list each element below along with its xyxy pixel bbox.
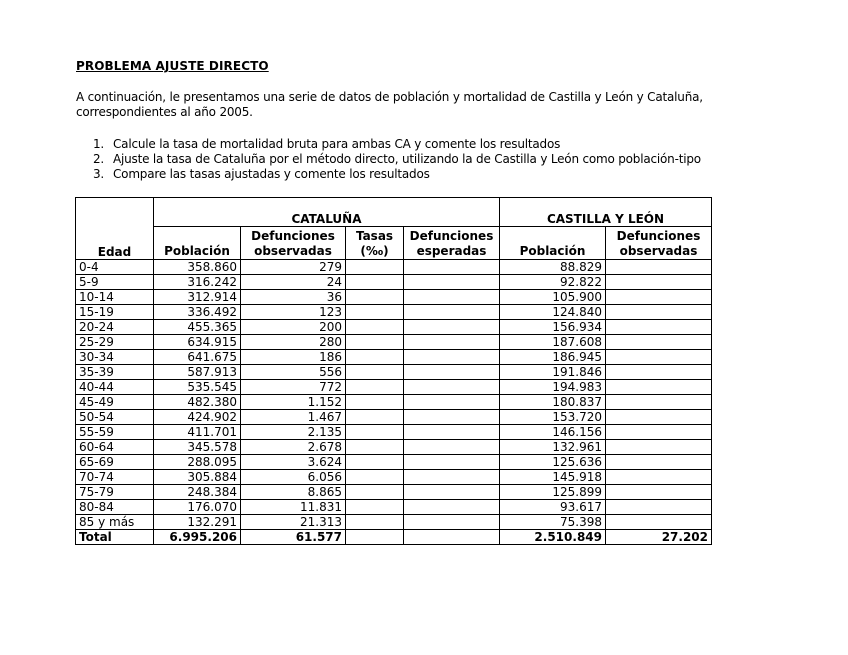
cell-defunciones-cat: 2.135 [241,425,346,440]
cell-defunciones-cat: 24 [241,275,346,290]
cell-poblacion-cat: 358.860 [154,260,241,275]
cell-defunciones-cyl [606,335,712,350]
cell-defunciones-esperadas [404,455,500,470]
cell-poblacion-cat: 312.914 [154,290,241,305]
table-row [76,485,712,500]
cell-poblacion-cyl: 186.945 [500,350,606,365]
cell-defunciones-cat: 556 [241,365,346,380]
cell-defunciones-cyl [606,470,712,485]
step-item [93,167,701,182]
cell-edad: 85 y más [76,515,154,530]
column-header-edad: Edad [76,227,154,260]
cell-defunciones-esperadas [404,350,500,365]
cell-edad: 75-79 [76,485,154,500]
cell-tasas [346,470,404,485]
cell-poblacion-cat: 634.915 [154,335,241,350]
table-row [76,335,712,350]
cell-defunciones-cyl [606,365,712,380]
cell-edad: 0-4 [76,260,154,275]
cell-poblacion-cat: 305.884 [154,470,241,485]
column-header-defunciones-observadas-cat: Defunciones observadas [241,227,346,260]
cell-defunciones-cyl [606,395,712,410]
cell-defunciones-cyl [606,515,712,530]
cell-defunciones-esperadas [404,290,500,305]
table-row [76,350,712,365]
cell-edad: 20-24 [76,320,154,335]
cell-defunciones-cyl [606,500,712,515]
cell-tasas [346,290,404,305]
cell-poblacion-cyl: 125.899 [500,485,606,500]
cell-poblacion-cyl: 156.934 [500,320,606,335]
step-item [93,137,701,152]
cell-edad: 40-44 [76,380,154,395]
header-cell-empty [76,198,154,227]
total-defunciones-esperadas [404,530,500,545]
cell-poblacion-cat: 482.380 [154,395,241,410]
cell-tasas [346,410,404,425]
total-row [76,530,712,545]
cell-edad: 5-9 [76,275,154,290]
cell-defunciones-cyl [606,290,712,305]
cell-defunciones-esperadas [404,410,500,425]
cell-defunciones-cyl [606,275,712,290]
cell-edad: 45-49 [76,395,154,410]
cell-defunciones-esperadas [404,365,500,380]
total-defunciones-cat: 61.577 [241,530,346,545]
cell-poblacion-cyl: 145.918 [500,470,606,485]
cell-poblacion-cyl: 132.961 [500,440,606,455]
column-header-defunciones-esperadas: Defunciones esperadas [404,227,500,260]
header-row-groups [76,198,712,227]
table-row [76,305,712,320]
cell-edad: 15-19 [76,305,154,320]
cell-defunciones-cyl [606,425,712,440]
cell-defunciones-cyl [606,440,712,455]
table-row [76,275,712,290]
table-row [76,410,712,425]
cell-tasas [346,440,404,455]
cell-defunciones-cyl [606,485,712,500]
cell-poblacion-cyl: 180.837 [500,395,606,410]
table-row [76,425,712,440]
cell-defunciones-cat: 1.152 [241,395,346,410]
cell-poblacion-cyl: 88.829 [500,260,606,275]
total-poblacion-cyl: 2.510.849 [500,530,606,545]
cell-defunciones-cat: 36 [241,290,346,305]
step-number: 1. [93,137,105,151]
cell-defunciones-esperadas [404,470,500,485]
cell-poblacion-cat: 345.578 [154,440,241,455]
cell-defunciones-esperadas [404,395,500,410]
cell-defunciones-esperadas [404,440,500,455]
cell-defunciones-esperadas [404,500,500,515]
steps-list [93,137,701,182]
table-row [76,260,712,275]
cell-defunciones-esperadas [404,320,500,335]
cell-poblacion-cat: 288.095 [154,455,241,470]
cell-poblacion-cat: 176.070 [154,500,241,515]
cell-tasas [346,455,404,470]
cell-poblacion-cyl: 146.156 [500,425,606,440]
cell-defunciones-cat: 200 [241,320,346,335]
cell-defunciones-cyl [606,380,712,395]
cell-poblacion-cat: 316.242 [154,275,241,290]
table-row [76,455,712,470]
cell-defunciones-cat: 21.313 [241,515,346,530]
data-table [75,197,712,545]
cell-defunciones-cat: 3.624 [241,455,346,470]
cell-defunciones-cyl [606,260,712,275]
column-header-poblacion-cat: Población [154,227,241,260]
column-header-defunciones-observadas-cyl: Defunciones observadas [606,227,712,260]
cell-poblacion-cat: 641.675 [154,350,241,365]
cell-defunciones-cat: 186 [241,350,346,365]
cell-defunciones-esperadas [404,305,500,320]
cell-poblacion-cat: 587.913 [154,365,241,380]
cell-poblacion-cat: 336.492 [154,305,241,320]
cell-edad: 70-74 [76,470,154,485]
step-text: Compare las tasas ajustadas y comente los resultados [113,167,430,181]
cell-tasas [346,275,404,290]
cell-defunciones-esperadas [404,275,500,290]
cell-poblacion-cat: 248.384 [154,485,241,500]
table-row [76,515,712,530]
column-header-poblacion-cyl: Población [500,227,606,260]
cell-defunciones-cat: 1.467 [241,410,346,425]
cell-defunciones-cat: 123 [241,305,346,320]
step-text: Ajuste la tasa de Cataluña por el método directo, utilizando la de Castilla y León como población-tipo [113,152,701,166]
cell-tasas [346,320,404,335]
cell-poblacion-cyl: 124.840 [500,305,606,320]
cell-defunciones-cyl [606,455,712,470]
cell-poblacion-cat: 132.291 [154,515,241,530]
cell-edad: 55-59 [76,425,154,440]
cell-edad: 35-39 [76,365,154,380]
cell-edad: 10-14 [76,290,154,305]
total-tasas [346,530,404,545]
cell-defunciones-esperadas [404,380,500,395]
cell-poblacion-cat: 411.701 [154,425,241,440]
cell-poblacion-cyl: 125.636 [500,455,606,470]
cell-defunciones-esperadas [404,425,500,440]
cell-poblacion-cyl: 187.608 [500,335,606,350]
cell-tasas [346,335,404,350]
cell-edad: 30-34 [76,350,154,365]
cell-defunciones-cat: 6.056 [241,470,346,485]
table-row [76,470,712,485]
cell-poblacion-cyl: 105.900 [500,290,606,305]
table-row [76,320,712,335]
cell-edad: 80-84 [76,500,154,515]
cell-tasas [346,260,404,275]
group-header-castilla-leon: CASTILLA Y LEÓN [500,198,712,227]
cell-defunciones-esperadas [404,515,500,530]
cell-edad: 50-54 [76,410,154,425]
cell-defunciones-cat: 279 [241,260,346,275]
cell-poblacion-cat: 424.902 [154,410,241,425]
cell-defunciones-esperadas [404,485,500,500]
total-poblacion-cat: 6.995.206 [154,530,241,545]
cell-defunciones-cyl [606,305,712,320]
step-item [93,152,701,167]
cell-edad: 60-64 [76,440,154,455]
cell-defunciones-esperadas [404,260,500,275]
cell-tasas [346,380,404,395]
group-header-cataluna: CATALUÑA [154,198,500,227]
cell-defunciones-cyl [606,410,712,425]
cell-poblacion-cyl: 92.822 [500,275,606,290]
cell-defunciones-esperadas [404,335,500,350]
cell-tasas [346,485,404,500]
cell-tasas [346,305,404,320]
cell-defunciones-cat: 2.678 [241,440,346,455]
header-row-columns [76,227,712,260]
intro-paragraph: A continuación, le presentamos una serie de datos de población y mortalidad de Castilla y León y Cataluña, correspondientes al año 2005. [76,90,703,119]
total-defunciones-cyl: 27.202 [606,530,712,545]
cell-defunciones-cat: 772 [241,380,346,395]
table-row [76,395,712,410]
cell-tasas [346,350,404,365]
table-row [76,440,712,455]
cell-defunciones-cyl [606,350,712,365]
table-row [76,365,712,380]
table-row [76,290,712,305]
cell-tasas [346,500,404,515]
cell-poblacion-cyl: 75.398 [500,515,606,530]
cell-defunciones-cat: 11.831 [241,500,346,515]
column-header-tasas: Tasas (‰) [346,227,404,260]
step-number: 2. [93,152,105,166]
cell-edad: 65-69 [76,455,154,470]
cell-defunciones-cyl [606,320,712,335]
cell-tasas [346,425,404,440]
cell-poblacion-cyl: 194.983 [500,380,606,395]
cell-poblacion-cat: 455.365 [154,320,241,335]
table-row [76,380,712,395]
cell-tasas [346,395,404,410]
cell-defunciones-cat: 280 [241,335,346,350]
cell-tasas [346,365,404,380]
cell-poblacion-cyl: 191.846 [500,365,606,380]
page-title: PROBLEMA AJUSTE DIRECTO [76,59,269,73]
cell-poblacion-cat: 535.545 [154,380,241,395]
cell-tasas [346,515,404,530]
total-label: Total [76,530,154,545]
cell-defunciones-cat: 8.865 [241,485,346,500]
step-text: Calcule la tasa de mortalidad bruta para ambas CA y comente los resultados [113,137,561,151]
step-number: 3. [93,167,105,181]
cell-poblacion-cyl: 153.720 [500,410,606,425]
cell-poblacion-cyl: 93.617 [500,500,606,515]
cell-edad: 25-29 [76,335,154,350]
table-row [76,500,712,515]
